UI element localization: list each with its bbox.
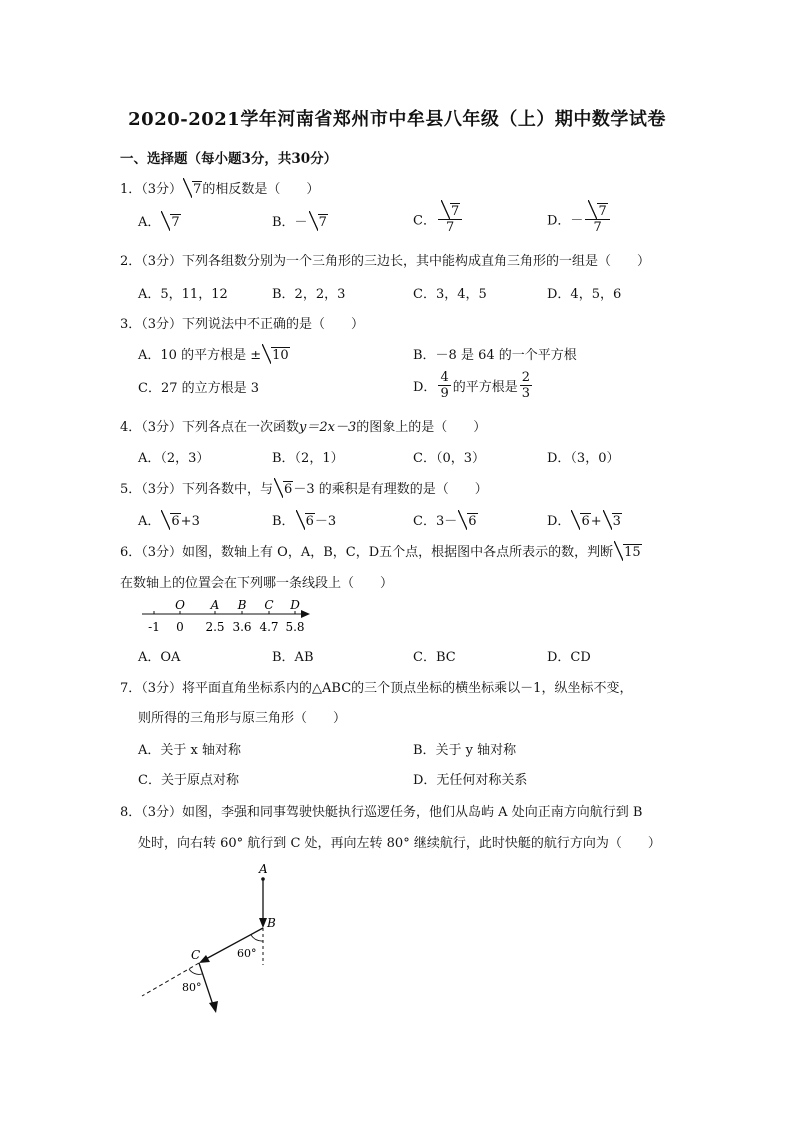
q6-option-a: A．OA [138,650,181,665]
q5-option-d: D． 6+ 3 [547,514,621,529]
number-line-tick-label: 3.6 [232,620,252,634]
angle-label-80: 80° [182,981,202,994]
number-line-tick-label: -1 [148,620,160,634]
question-6-stem-line1: 6．（3分）如图，数轴上有 O，A，B，C，D五个点，根据图中各点所表示的数，判断 15 [120,545,641,560]
sqrt-7: 7 [183,181,202,197]
number-line-arrow [301,610,310,618]
question-2-stem: 2．（3分）下列各组数分别为一个三角形的三边长，其中能构成直角三角形的一组是（ ） [120,254,651,269]
question-8-stem-line2: 处时，向右转 60° 航行到 C 处，再向左转 80° 继续航行，此时快艇的航行方向为（ ） [138,836,661,851]
q2-option-c: C．3，4，5 [413,287,487,302]
label-c: C [191,948,201,962]
number-line-point-label: B [237,598,247,612]
q7-option-b: B．关于 y 轴对称 [413,743,517,758]
arrow-end [209,1001,218,1013]
arrow-at-c [199,955,210,963]
q3-option-c: C．27 的立方根是 3 [138,381,260,396]
q1-option-a: A． 7 [138,215,180,230]
question-5-stem: 5．（3分）下列各数中，与 6－3 的乘积是有理数的是（ ） [120,482,488,497]
number-line-point-label: A [210,598,220,612]
question-7-stem-line1: 7．（3分）将平面直角坐标系内的△ABC的三个顶点坐标的横坐标乘以－1，纵坐标不变， [120,681,633,696]
point-a [261,877,265,881]
page-title: 2020-2021学年河南省郑州市中牟县八年级（上）期中数学试卷 [128,109,666,130]
q2-option-b: B．2，2，3 [272,287,346,302]
q1-option-b: B．－ 7 [272,215,327,230]
q6-option-b: B．AB [272,650,314,665]
q1-option-c: C． $\frac{7}{7}$ [413,203,464,235]
question-1-stem: 1．（3分） 7的相反数是（ ） [120,182,320,197]
q6-option-d: D．CD [547,650,591,665]
question-4-stem: 4．（3分）下列各点在一次函数y＝2x－3的图象上的是（ ） [120,420,487,435]
number-line-point-label: D [290,598,300,612]
question-7-stem-line2: 则所得的三角形与原三角形（ ） [138,711,347,726]
number-line-tick-label: 5.8 [285,620,305,634]
q3-option-a: A．10 的平方根是 ± 10 [138,348,289,363]
q1-option-d: D．－ $\frac{7}{7}$ [547,203,612,235]
number-line-tick-label: 2.5 [205,620,225,634]
number-line-point-label: O [175,598,185,612]
q3-option-b: B．－8 是 64 的一个平方根 [413,348,577,363]
q2-option-d: D．4，5，6 [547,287,622,302]
number-line-tick-label: 4.7 [259,620,279,634]
q5-option-b: B． 6－3 [272,514,337,529]
angle-label-60: 60° [237,947,257,960]
label-b: B [267,916,276,930]
q5-option-c: C．3－ 6 [413,514,477,529]
q7-option-a: A．关于 x 轴对称 [138,743,241,758]
question-6-stem-line2: 在数轴上的位置会在下列哪一条线段上（ ） [120,576,394,591]
q7-option-c: C．关于原点对称 [138,773,239,788]
section-heading: 一、选择题（每小题3分，共30分） [120,151,338,167]
q4-option-a: A．（2，3） [138,451,210,466]
number-line-point-label: C [264,598,274,612]
navigation-figure [130,855,300,1020]
q3-option-d: D． $\frac{4}{9}$ 的平方根是 $\frac{2}{3}$ [413,370,531,401]
q7-option-d: D．无任何对称关系 [413,773,528,788]
label-a: A [259,862,268,876]
q4-option-b: B．（2，1） [272,451,344,466]
q5-option-a: A． 6+3 [138,514,200,529]
q6-option-c: C．BC [413,650,456,665]
question-8-stem-line1: 8．（3分）如图，李强和同事驾驶快艇执行巡逻任务，他们从岛屿 A 处向正南方向航行到 B [120,805,643,820]
arrow-at-b [259,918,267,928]
number-line-tick-label: 0 [176,620,184,634]
number-line-figure [138,596,318,636]
q2-option-a: A．5，11，12 [138,287,228,302]
q4-option-d: D．（3，0） [547,451,620,466]
angle-arc-c [189,969,202,974]
angle-arc-b [251,935,263,941]
question-3-stem: 3．（3分）下列说法中不正确的是（ ） [120,317,365,332]
q4-option-c: C．（0，3） [413,451,485,466]
